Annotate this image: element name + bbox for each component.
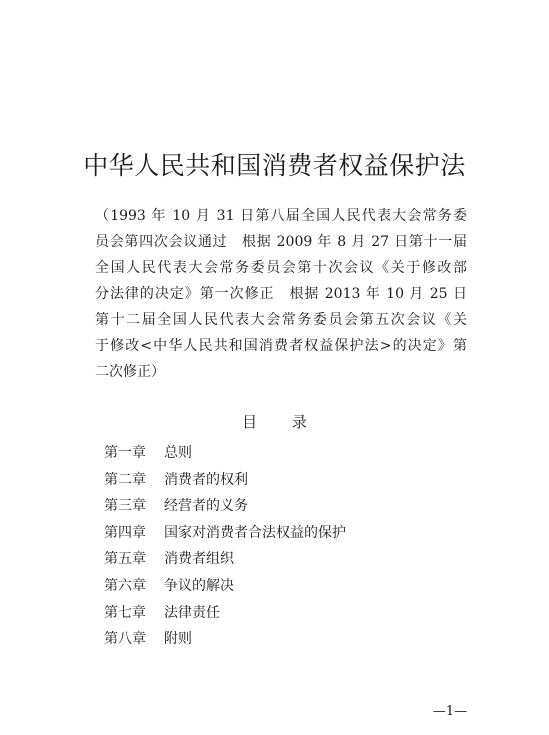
preamble-line: 二次修正） bbox=[95, 364, 165, 380]
toc-chapter-number: 第八章 bbox=[104, 631, 146, 648]
page-number: —1— bbox=[432, 704, 468, 719]
preamble-line: 于修改<中华人民共和国消费者权益保护法>的决定》第 bbox=[95, 338, 467, 354]
preamble-line: 分法律的决定》第一次修正 根据 2013 年 10 月 25 日 bbox=[95, 286, 467, 302]
preamble-line: 全国人民代表大会常务委员会第十次会议《关于修改部 bbox=[95, 260, 467, 276]
toc-chapter-title: 消费者的权利 bbox=[164, 471, 248, 488]
toc-item bbox=[104, 626, 346, 653]
toc-chapter-title: 国家对消费者合法权益的保护 bbox=[164, 524, 346, 541]
toc-heading: 目 录 bbox=[242, 413, 307, 431]
toc-item bbox=[104, 546, 346, 573]
toc-item bbox=[104, 573, 346, 600]
toc-chapter-title: 法律责任 bbox=[164, 604, 220, 621]
toc-chapter-number: 第七章 bbox=[104, 604, 146, 621]
toc-item bbox=[104, 600, 346, 627]
preamble bbox=[95, 203, 467, 385]
table-of-contents bbox=[104, 440, 346, 653]
toc-chapter-title: 总则 bbox=[164, 445, 192, 461]
preamble-line: （1993 年 10 月 31 日第八届全国人民代表大会常务委 bbox=[95, 208, 467, 224]
toc-item bbox=[104, 440, 346, 467]
toc-item bbox=[104, 493, 346, 520]
toc-item bbox=[104, 520, 346, 547]
preamble-line: 员会第四次会议通过 根据 2009 年 8 月 27 日第十一届 bbox=[95, 234, 467, 250]
toc-chapter-number: 第四章 bbox=[104, 524, 146, 541]
toc-chapter-number: 第六章 bbox=[104, 577, 146, 594]
toc-chapter-number: 第三章 bbox=[104, 498, 146, 515]
toc-chapter-number: 第五章 bbox=[104, 551, 146, 568]
toc-chapter-title: 经营者的义务 bbox=[164, 498, 248, 515]
toc-chapter-number: 第一章 bbox=[104, 445, 146, 461]
toc-chapter-title: 消费者组织 bbox=[164, 551, 234, 568]
preamble-line: 第十二届全国人民代表大会常务委员会第五次会议《关 bbox=[95, 312, 467, 328]
toc-item bbox=[104, 467, 346, 494]
toc-chapter-title: 附则 bbox=[164, 631, 192, 648]
toc-chapter-title: 争议的解决 bbox=[164, 577, 234, 594]
document-title: 中华人民共和国消费者权益保护法 bbox=[83, 151, 466, 180]
toc-chapter-number: 第二章 bbox=[104, 471, 146, 488]
